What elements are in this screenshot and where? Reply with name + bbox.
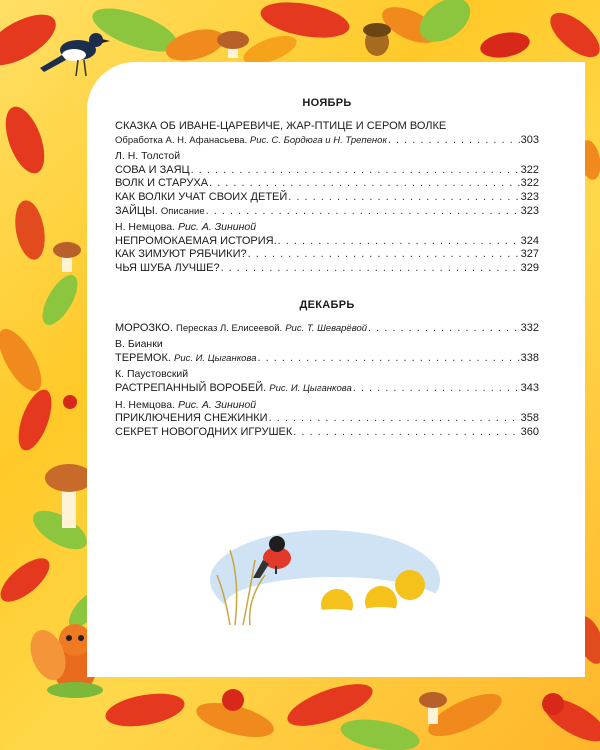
entry-title: КАК ВОЛКИ УЧАТ СВОИХ ДЕТЕЙ	[115, 190, 288, 203]
author-name: Н. Немцова. Рис. А. Зининой	[115, 221, 257, 234]
leader-dots	[288, 191, 519, 205]
toc-entry	[115, 120, 539, 147]
leader-dots	[209, 177, 520, 191]
page-number: 323	[520, 190, 539, 203]
page-number: 343	[520, 381, 539, 394]
entry-title: СКАЗКА ОБ ИВАНЕ-ЦАРЕВИЧЕ, ЖАР-ПТИЦЕ И СЕРОМ ВОЛКЕ	[115, 120, 447, 132]
leader-dots	[269, 412, 520, 426]
acorn-icon	[363, 23, 391, 56]
toc-entry	[115, 235, 539, 276]
table-of-contents	[115, 96, 539, 439]
leader-dots	[221, 262, 520, 276]
toc-entry	[115, 164, 539, 218]
toc-entry	[115, 352, 539, 366]
entry-title: ТЕРЕМОК. Рис. И. Цыганкова	[115, 351, 257, 364]
leader-dots	[353, 382, 520, 396]
entry-title: СЕКРЕТ НОВОГОДНИХ ИГРУШЕК	[115, 425, 293, 438]
leader-dots	[278, 235, 520, 249]
page-number: 338	[520, 351, 539, 364]
entry-title: ПРИКЛЮЧЕНИЯ СНЕЖИНКИ	[115, 412, 268, 425]
section-title-november: НОЯБРЬ	[302, 97, 352, 109]
page-number: 323	[520, 204, 539, 217]
author-name: Н. Немцова. Рис. А. Зининой	[115, 398, 257, 411]
toc-entry	[115, 412, 539, 439]
entry-title: КАК ЗИМУЮТ РЯБЧИКИ?	[115, 248, 247, 261]
entry-title: ЧЬЯ ШУБА ЛУЧШЕ?	[115, 261, 220, 274]
entry-title: РАСТРЕПАННЫЙ ВОРОБЕЙ. Рис. И. Цыганкова	[115, 381, 352, 394]
page-number: 322	[520, 163, 539, 176]
mushroom-icon	[217, 31, 249, 58]
magpie-bird	[40, 33, 110, 76]
page-number: 360	[520, 425, 539, 438]
entry-title: ЗАЙЦЫ. Описание	[115, 204, 205, 217]
entry-note: Обработка А. Н. Афанасьева. Рис. С. Бордюга и Н. Трепенок	[115, 134, 387, 146]
page-number: 327	[520, 248, 539, 261]
toc-entry	[115, 322, 539, 336]
author-name: В. Бианки	[115, 338, 163, 351]
page-number: 358	[520, 412, 539, 425]
leader-dots	[206, 205, 520, 219]
leader-dots	[191, 164, 520, 178]
leader-dots	[248, 248, 520, 262]
entry-title: СОВА И ЗАЯЦ	[115, 163, 190, 176]
author-name: Л. Н. Толстой	[115, 150, 181, 163]
leader-dots	[368, 322, 520, 336]
toc-entry	[115, 382, 539, 396]
leader-dots	[258, 352, 520, 366]
leader-dots	[388, 134, 520, 148]
page-number: 324	[520, 234, 539, 247]
page-number: 322	[520, 177, 539, 190]
entry-title: МОРОЗКО. Пересказ Л. Елисеевой. Рис. Т. Шеварёвой	[115, 321, 368, 334]
bullfinch-snowy-apples-illustration	[205, 520, 445, 640]
leader-dots	[293, 426, 519, 440]
page-number: 329	[520, 261, 539, 274]
author-name: К. Паустовский	[115, 368, 189, 381]
page-number: 332	[520, 321, 539, 334]
entry-title: ВОЛК И СТАРУХА	[115, 177, 209, 190]
entry-title: НЕПРОМОКАЕМАЯ ИСТОРИЯ.	[115, 234, 277, 247]
section-title-december: ДЕКАБРЬ	[299, 298, 355, 311]
page-number: 303	[520, 133, 539, 146]
